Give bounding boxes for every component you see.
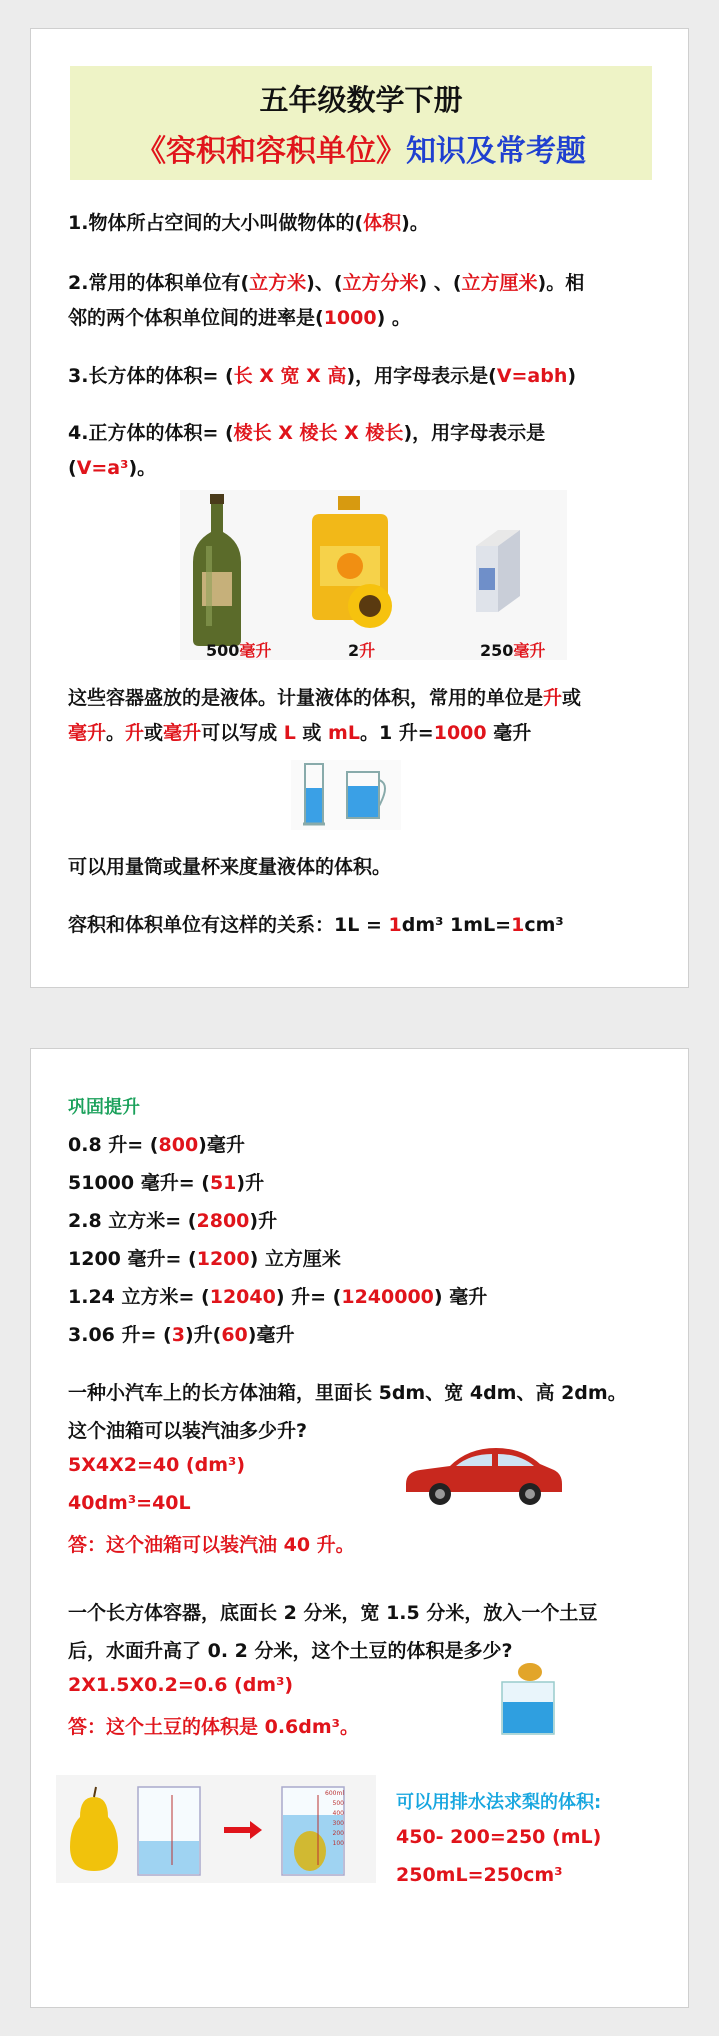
measuring-cup-icon (347, 772, 385, 818)
fact-3: 3.长方体的体积= (长 X 宽 X 高)，用字母表示是(V=abh) (68, 365, 577, 387)
page-title: 五年级数学下册 (259, 83, 463, 117)
measuring-tools-picture (291, 760, 401, 830)
problem1-question-1: 一种小汽车上的长方体油箱，里面长 5dm、宽 4dm、高 2dm。 (68, 1382, 627, 1404)
problem2-question-1: 一个长方体容器，底面长 2 分米，宽 1.5 分米，放入一个土豆 (68, 1602, 598, 1624)
practice-row-4: 1200 毫升= (1200) 立方厘米 (68, 1248, 341, 1270)
fact-1: 1.物体所占空间的大小叫做物体的(体积)。 (68, 212, 429, 234)
problem1-step-2: 40dm³=40L (68, 1492, 191, 1514)
red-car-icon (398, 1440, 566, 1512)
measure-text: 可以用量筒或量杯来度量液体的体积。 (68, 856, 392, 878)
page-subtitle: 《容积和容积单位》知识及常考题 (136, 134, 586, 169)
bottle-caption: 500毫升 (206, 641, 272, 660)
fact-4-line-2: (V=a³)。 (68, 457, 157, 479)
pear-experiment-picture (56, 1775, 376, 1883)
beaker-icon (138, 1787, 200, 1875)
practice-row-6: 3.06 升= (3)升(60)毫升 (68, 1324, 295, 1346)
oil-caption: 2升 (348, 641, 376, 660)
pear-icon (70, 1787, 118, 1871)
beaker-scale: 600ml 500 400 300 200 100 (325, 1790, 344, 1847)
milk-carton-icon (476, 530, 520, 612)
water-tank-potato-icon (492, 1658, 562, 1738)
practice-row-5: 1.24 立方米= (12040) 升= (1240000) 毫升 (68, 1286, 488, 1308)
green-bottle-icon (193, 494, 241, 646)
practice-row-1: 0.8 升= (800)毫升 (68, 1134, 245, 1156)
problem1-step-1: 5X4X2=40 (dm³) (68, 1454, 246, 1476)
fact-2-line-2: 邻的两个体积单位间的进率是(1000) 。 (68, 307, 411, 329)
fact-4-line-1: 4.正方体的体积= (棱长 X 棱长 X 棱长)，用字母表示是 (68, 422, 546, 444)
practice-row-3: 2.8 立方米= (2800)升 (68, 1210, 278, 1232)
milk-caption: 250毫升 (480, 641, 546, 660)
containers-picture (180, 490, 567, 660)
practice-title: 巩固提升 (68, 1097, 140, 1118)
title-banner (70, 66, 652, 180)
liquid-text-line-2: 毫升。升或毫升可以写成 L 或 mL。1 升=1000 毫升 (68, 722, 532, 744)
problem2-answer: 答：这个土豆的体积是 0.6dm³。 (68, 1716, 359, 1738)
problem1-question-2: 这个油箱可以装汽油多少升? (68, 1420, 308, 1442)
relation-text: 容积和体积单位有这样的关系：1L = 1dm³ 1mL=1cm³ (68, 914, 564, 936)
sunflower-icon (348, 584, 392, 628)
pear-title: 可以用排水法求梨的体积: (396, 1792, 602, 1813)
pear-step-1: 450- 200=250 (mL) (396, 1826, 602, 1848)
practice-row-2: 51000 毫升= (51)升 (68, 1172, 265, 1194)
containers-illustration (180, 490, 567, 660)
problem1-answer: 答：这个油箱可以装汽油 40 升。 (68, 1534, 355, 1556)
problem2-question-2: 后，水面升高了 0. 2 分米，这个土豆的体积是多少? (68, 1640, 513, 1662)
arrow-right-icon (224, 1821, 262, 1839)
pear-step-2: 250mL=250cm³ (396, 1864, 563, 1886)
fact-2-line-1: 2.常用的体积单位有(立方米)、(立方分米) 、(立方厘米)。相 (68, 272, 585, 294)
liquid-text-line-1: 这些容器盛放的是液体。计量液体的体积，常用的单位是升或 (68, 687, 582, 709)
problem2-step-1: 2X1.5X0.2=0.6 (dm³) (68, 1674, 294, 1696)
measuring-cylinder-icon (303, 764, 325, 824)
